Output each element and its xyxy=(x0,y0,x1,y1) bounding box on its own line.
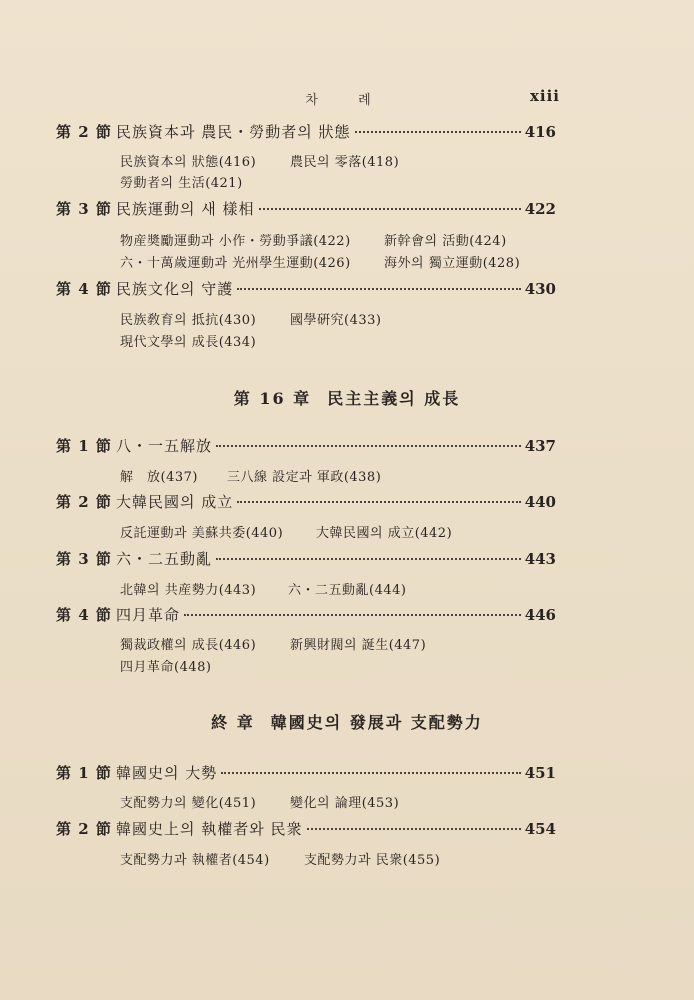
toc-subentry: 勞動者의 生活(421) xyxy=(120,176,243,191)
toc-subentry: 農民의 零落(418) xyxy=(290,155,400,170)
toc-subentry: 北韓의 共産勢力(443) xyxy=(120,583,257,598)
toc-subentry: 新興財閥의 誕生(447) xyxy=(290,638,427,653)
section-title: 六・二五動亂 xyxy=(116,550,213,568)
section-label: 第 2 節 xyxy=(56,123,112,141)
section-page: 437 xyxy=(524,437,556,455)
toc-section-row[interactable] xyxy=(56,762,556,784)
dot-leader xyxy=(307,828,521,830)
dot-leader xyxy=(355,131,521,133)
section-label: 第 2 節 xyxy=(56,493,112,511)
toc-section-row[interactable] xyxy=(56,198,556,220)
section-page: 451 xyxy=(524,764,556,782)
toc-subentry: 民族資本의 狀態(416) xyxy=(120,155,257,170)
section-title: 韓國史上의 執權者와 民衆 xyxy=(116,820,303,838)
section-title: 民族運動의 새 樣相 xyxy=(116,200,255,218)
toc-section-row[interactable] xyxy=(56,818,556,840)
dot-leader xyxy=(216,558,521,560)
dot-leader xyxy=(216,445,521,447)
toc-section-row[interactable] xyxy=(56,435,556,457)
section-label: 第 4 節 xyxy=(56,280,112,298)
toc-subentry: 現代文學의 成長(434) xyxy=(120,335,257,350)
toc-subentry: 支配勢力의 變化(451) xyxy=(120,796,257,811)
section-page: 440 xyxy=(524,493,556,511)
section-page: 430 xyxy=(524,280,556,298)
section-label: 第 3 節 xyxy=(56,550,112,568)
toc-subentry: 反託運動과 美蘇共委(440) xyxy=(120,526,284,541)
section-label: 第 4 節 xyxy=(56,606,112,624)
toc-section-row[interactable] xyxy=(56,548,556,570)
toc-subentry: 變化의 論理(453) xyxy=(290,796,400,811)
dot-leader xyxy=(184,614,521,616)
running-header-title: 차 례 xyxy=(305,93,389,108)
page-number: xiii xyxy=(529,87,560,105)
section-title: 民族文化의 守護 xyxy=(116,280,234,298)
section-label: 第 3 節 xyxy=(56,200,112,218)
toc-section-row[interactable] xyxy=(56,278,556,300)
section-page: 443 xyxy=(524,550,556,568)
section-label: 第 1 節 xyxy=(56,764,112,782)
chapter-label: 第 16 章 xyxy=(233,389,312,408)
toc-subentry: 國學硏究(433) xyxy=(290,313,382,328)
chapter-title: 民主主義의 成長 xyxy=(327,389,461,408)
toc-subentry: 獨裁政權의 成長(446) xyxy=(120,638,257,653)
toc-section-row[interactable] xyxy=(56,604,556,626)
section-page: 446 xyxy=(524,606,556,624)
toc-section-row[interactable] xyxy=(56,121,556,143)
toc-subentry: 新幹會의 活動(424) xyxy=(384,234,507,249)
toc-subentry: 支配勢力과 民衆(455) xyxy=(304,853,441,868)
dot-leader xyxy=(237,288,520,290)
toc-subentry: 大韓民國의 成立(442) xyxy=(316,526,453,541)
section-title: 民族資本과 農民・勞動者의 狀態 xyxy=(116,123,351,141)
toc-subentry: 六・十萬歲運動과 光州學生運動(426) xyxy=(120,256,351,271)
section-label: 第 1 節 xyxy=(56,437,112,455)
toc-subentry: 海外의 獨立運動(428) xyxy=(384,256,521,271)
section-title: 韓國史의 大勢 xyxy=(116,764,218,782)
section-page: 422 xyxy=(524,200,556,218)
chapter-label: 終 章 xyxy=(211,713,255,732)
toc-subentry: 解 放(437) xyxy=(120,470,198,485)
toc-subentry: 六・二五動亂(444) xyxy=(288,583,407,598)
section-title: 八・一五解放 xyxy=(116,437,213,455)
toc-subentry: 三八線 設定과 軍政(438) xyxy=(227,470,382,485)
toc-subentry: 民族敎育의 抵抗(430) xyxy=(120,313,257,328)
chapter-heading[interactable] xyxy=(0,710,694,733)
section-title: 四月革命 xyxy=(116,606,181,624)
toc-subentry: 四月革命(448) xyxy=(120,660,212,675)
section-page: 454 xyxy=(524,820,556,838)
dot-leader xyxy=(221,772,520,774)
toc-subentry: 物産奬勵運動과 小作・勞動爭議(422) xyxy=(120,234,351,249)
section-label: 第 2 節 xyxy=(56,820,112,838)
chapter-heading[interactable] xyxy=(0,386,694,409)
toc-section-row[interactable] xyxy=(56,491,556,513)
dot-leader xyxy=(259,208,521,210)
section-page: 416 xyxy=(524,123,556,141)
section-title: 大韓民國의 成立 xyxy=(116,493,234,511)
dot-leader xyxy=(237,501,520,503)
chapter-title: 韓國史의 發展과 支配勢力 xyxy=(270,713,483,732)
toc-subentry: 支配勢力과 執權者(454) xyxy=(120,853,270,868)
